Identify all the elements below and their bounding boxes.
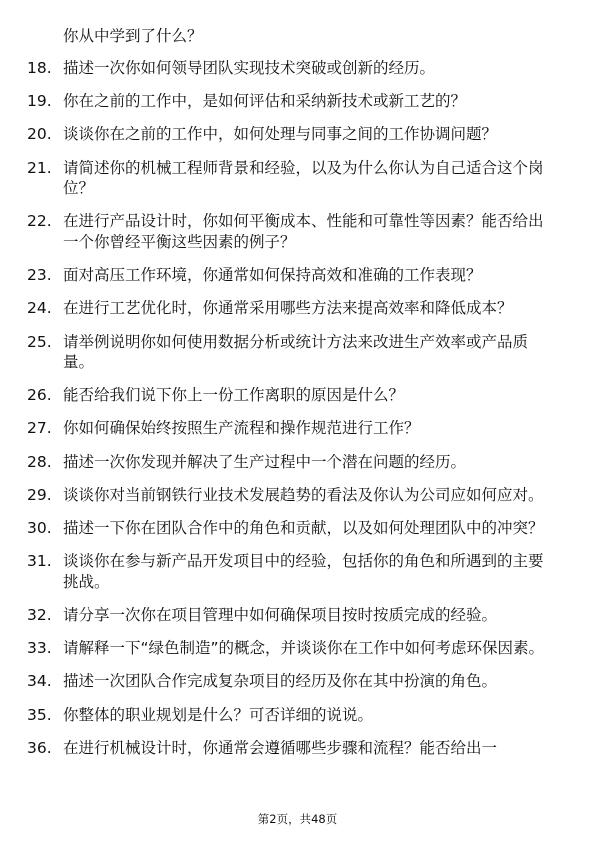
question-number: 27.	[27, 419, 52, 438]
question-number: 22.	[27, 212, 52, 231]
question-number: 36.	[27, 738, 52, 757]
question-text: 描述一次团队合作完成复杂项目的经历及你在其中扮演的角色。	[63, 672, 498, 691]
question-item	[0, 298, 595, 319]
question-number: 28.	[27, 452, 52, 471]
question-text: 在进行工艺优化时，你通常采用哪些方法来提高效率和降低成本？	[63, 299, 513, 318]
question-text: 请分享一次你在项目管理中如何确保项目按时按质完成的经验。	[63, 606, 498, 624]
question-number: 32.	[27, 606, 52, 624]
question-text: 你在之前的工作中，是如何评估和采纳新技术或新工艺的？	[63, 92, 467, 111]
question-item	[0, 485, 595, 506]
question-text: 描述一次你发现并解决了生产过程中一个潜在问题的经历。	[63, 452, 467, 471]
question-number: 34.	[27, 672, 52, 691]
question-item	[0, 452, 595, 473]
question-text: 谈谈你对当前钢铁行业技术发展趋势的看法及你认为公司应如何应对。	[63, 485, 544, 504]
question-item	[0, 158, 595, 199]
question-item	[0, 671, 595, 692]
question-text: 请简述你的机械工程师背景和经验，以及为什么你认为自己适合这个岗位？	[63, 158, 544, 198]
question-item	[0, 418, 595, 439]
question-number: 24.	[27, 299, 52, 318]
question-number: 20.	[27, 125, 52, 144]
question-item	[0, 211, 595, 252]
question-item	[0, 332, 595, 373]
question-text: 面对高压工作环境，你通常如何保持高效和准确的工作表现？	[63, 266, 482, 285]
question-item	[0, 91, 595, 112]
question-item	[0, 551, 595, 592]
question-item	[0, 385, 595, 406]
question-number: 33.	[27, 639, 52, 658]
question-item	[0, 705, 595, 726]
question-number: 31.	[27, 552, 52, 571]
question-text: 能否给我们说下你上一份工作离职的原因是什么？	[63, 386, 405, 405]
question-number: 23.	[27, 266, 52, 285]
question-number: 21.	[27, 158, 52, 177]
question-item	[0, 738, 595, 759]
question-number: 25.	[27, 332, 52, 351]
question-item	[0, 605, 595, 626]
question-item	[0, 638, 595, 659]
question-item	[0, 518, 595, 539]
question-text: 在进行机械设计时，你通常会遵循哪些步骤和流程？能否给出一	[63, 738, 498, 757]
continuation-text: 你从中学到了什么？	[63, 27, 203, 45]
question-text: 描述一下你在团队合作中的角色和贡献，以及如何处理团队中的冲突？	[63, 519, 544, 538]
question-list	[0, 58, 595, 771]
question-number: 30.	[27, 519, 52, 538]
question-number: 18.	[27, 59, 52, 77]
page-indicator: 第2页，共48页	[257, 812, 338, 826]
question-number: 26.	[27, 386, 52, 405]
question-item	[0, 265, 595, 286]
question-item	[0, 58, 595, 79]
question-text: 谈谈你在之前的工作中，如何处理与同事之间的工作协调问题？	[63, 125, 498, 144]
question-number: 19.	[27, 92, 52, 111]
question-text: 谈谈你在参与新产品开发项目中的经验，包括你的角色和所遇到的主要挑战。	[63, 552, 544, 591]
question-number: 29.	[27, 485, 52, 504]
question-text: 你如何确保始终按照生产流程和操作规范进行工作？	[63, 419, 420, 438]
question-text: 在进行产品设计时，你如何平衡成本、性能和可靠性等因素？能否给出一个你曾经平衡这些因素的例子？	[63, 212, 544, 251]
question-text: 请举例说明你如何使用数据分析或统计方法来改进生产效率或产品质量。	[63, 332, 529, 372]
question-text: 请解释一下“绿色制造”的概念，并谈谈你在工作中如何考虑环保因素。	[63, 639, 545, 658]
question-number: 35.	[27, 705, 52, 724]
question-text: 描述一次你如何领导团队实现技术突破或创新的经历。	[63, 59, 436, 77]
question-text: 你整体的职业规划是什么？可否详细的说说。	[63, 705, 374, 724]
question-item	[0, 124, 595, 145]
